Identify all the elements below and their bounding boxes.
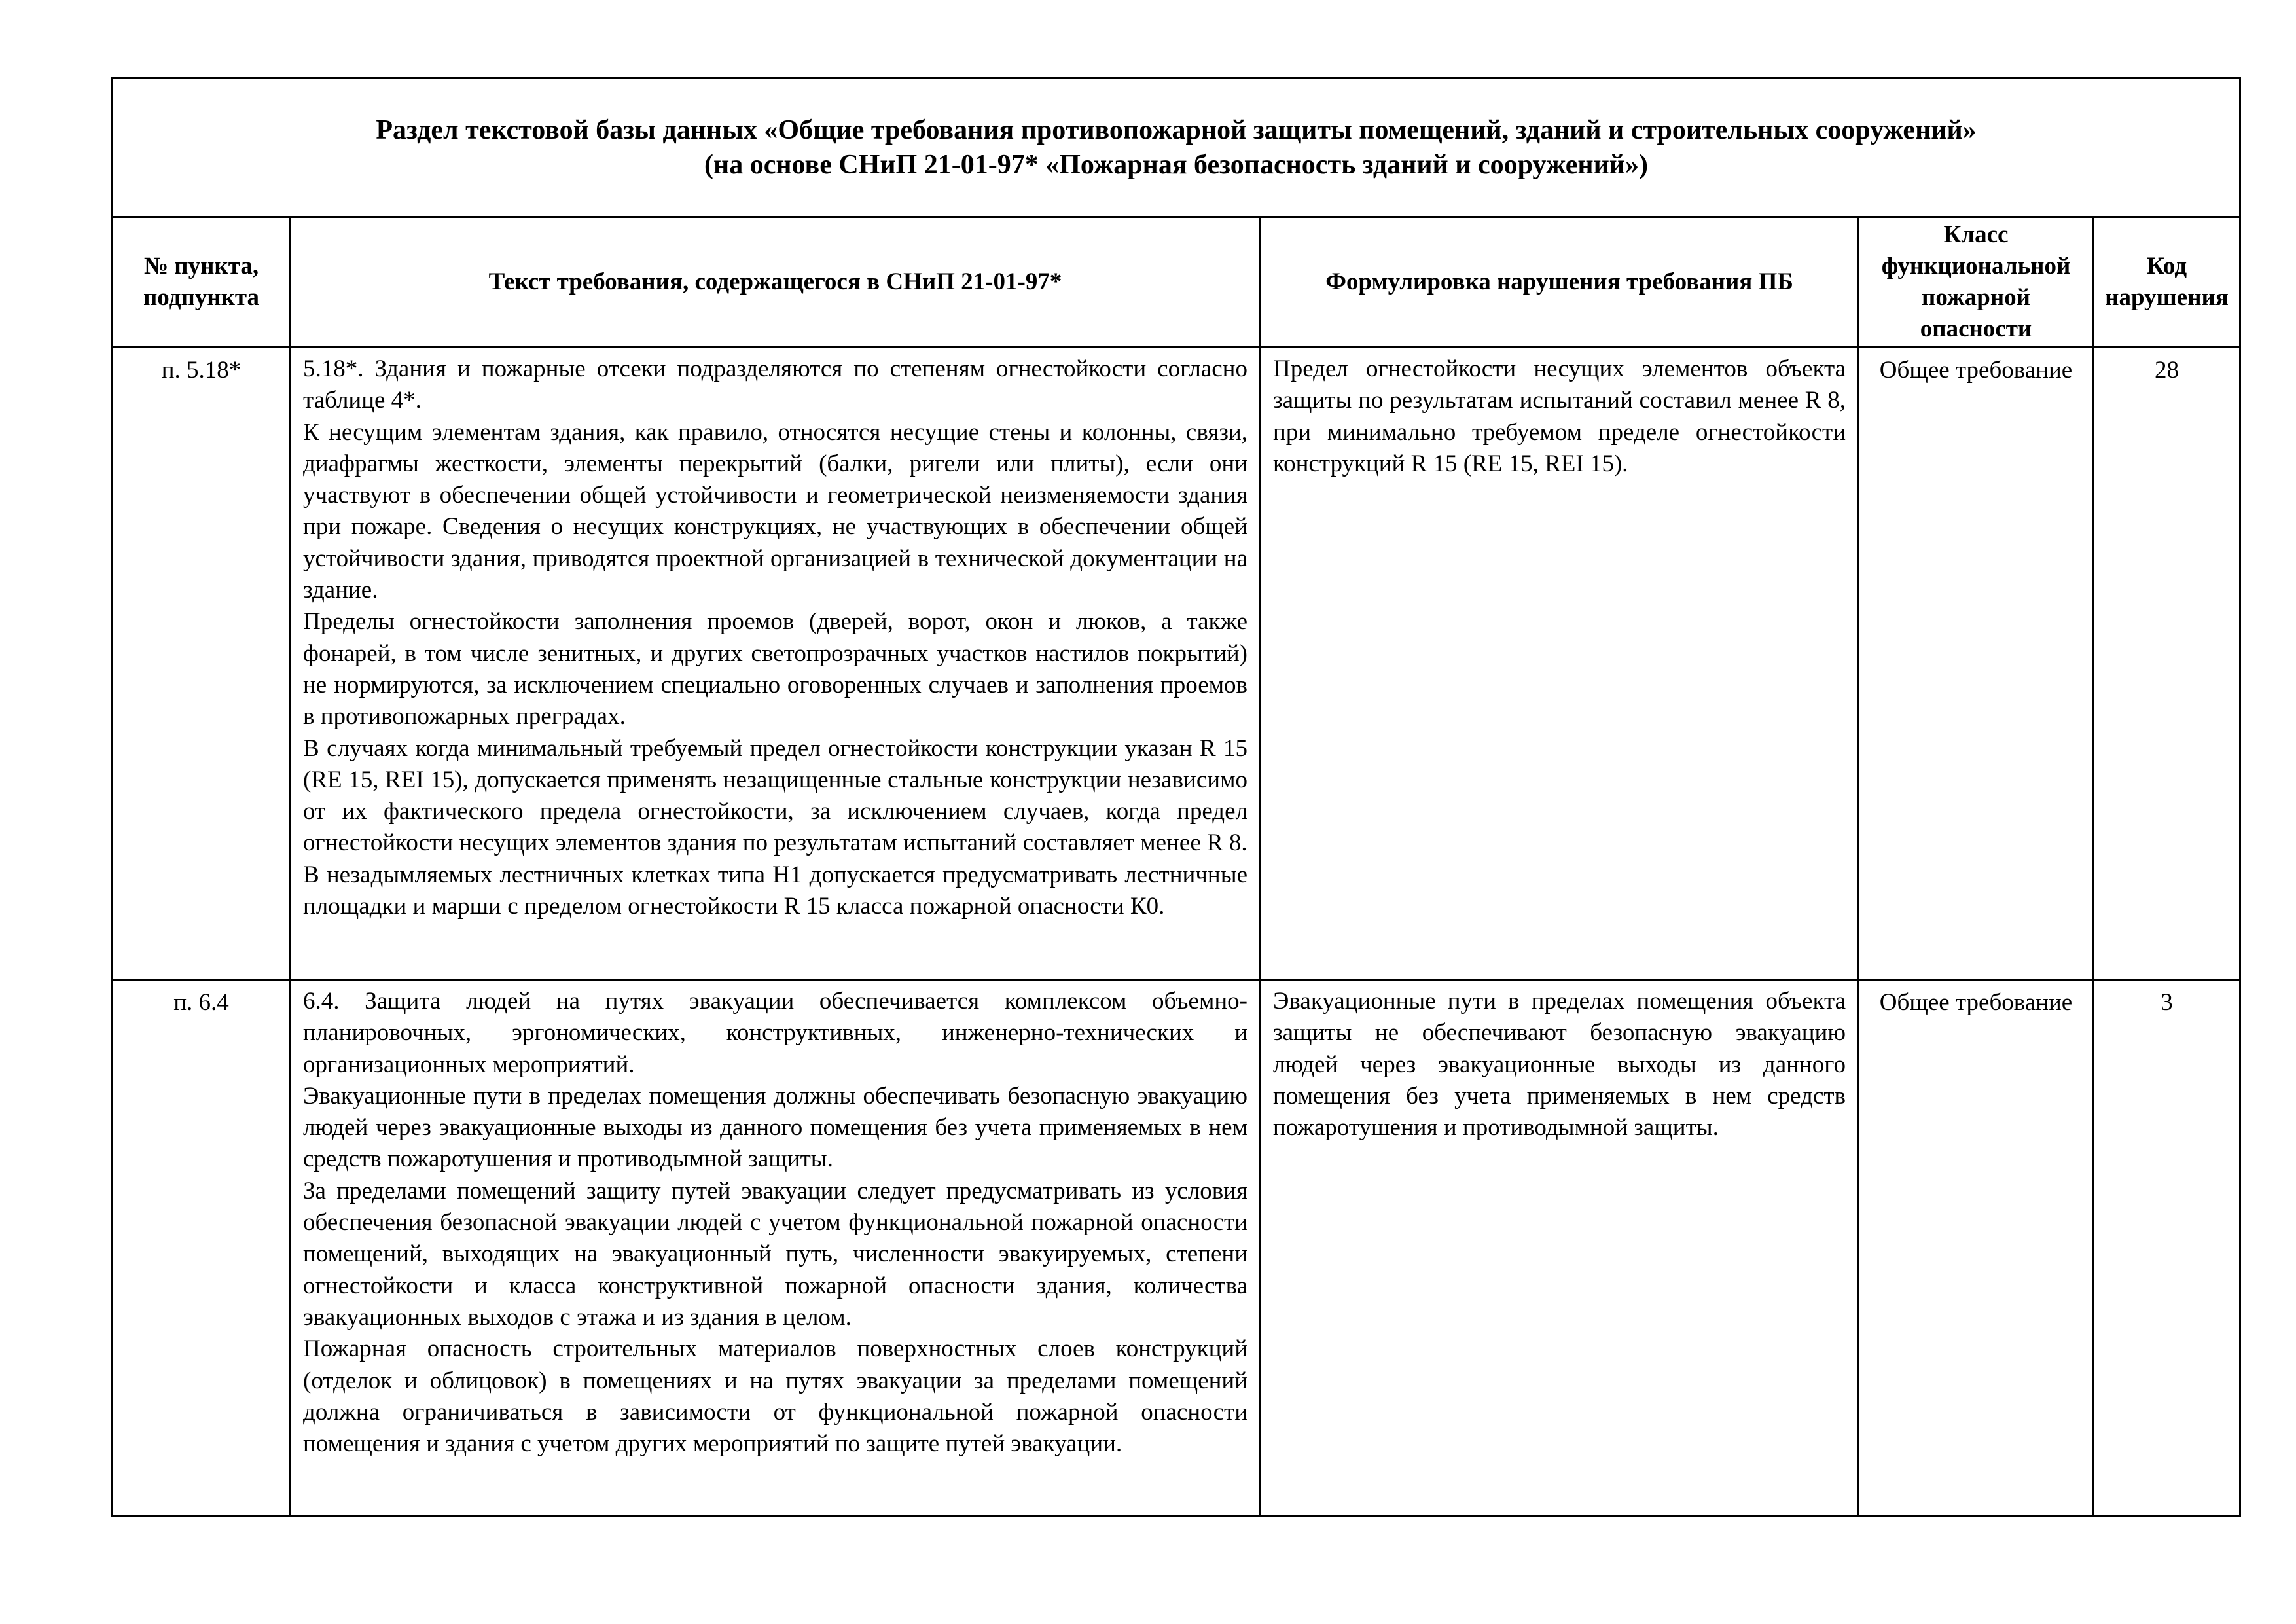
header-class [1859, 217, 2094, 348]
requirement-paragraph: Пожарная опасность строительных материалов поверхностных слоев конструкций (отделок и облицовок) в помещениях и на путях эвакуации за пределами помещений должна ограничиваться в зависимости от функциональной пожарной опасности помещения и здания с учетом других мероприятий по защите путей эвакуации. [303, 1335, 1247, 1458]
header-code-line: Код [2146, 253, 2187, 280]
requirement-paragraph: К несущим элементам здания, как правило, относятся несущие стены и колонны, связи, диафрагмы жесткости, элементы перекрытий (балки, ригели или плиты), если они участвуют в обеспечении общей устойчивости и геометрической неизменяемости здания при пожаре. Сведения о несущих конструкциях, не участвующих в обеспечении общей устойчивости здания, приводятся проектной организацией в технической документации на здание. [303, 418, 1247, 604]
violation-code: 28 [2094, 348, 2240, 980]
requirement-paragraph: Эвакуационные пути в пределах помещения должны обеспечивать безопасную эвакуацию людей через эвакуационные выходы из данного помещения без учета применяемых в нем средств пожаротушения и противодымной защиты. [303, 1082, 1247, 1173]
item-number: п. 5.18* [113, 348, 291, 980]
violation-text: Эвакуационные пути в пределах помещения объекта защиты не обеспечивают безопасную эвакуацию людей через эвакуационные выходы из данного помещения без учета применяемых в нем средств пожаротушения и противодымной защиты. [1261, 980, 1859, 1516]
table-row [113, 980, 2240, 1516]
title-line-1: Раздел текстовой базы данных «Общие требования противопожарной защиты помещений, зданий и строительных сооружений» [376, 115, 1977, 145]
title-row [113, 79, 2240, 217]
requirement-paragraph: В незадымляемых лестничных клетках типа Н1 допускается предусматривать лестничные площадки и марши с пределом огнестойкости R 15 класса пожарной опасности К0. [303, 861, 1247, 920]
requirement-paragraph: Пределы огнестойкости заполнения проемов (дверей, ворот, окон и люков, а также фонарей, в том числе зенитных, и других светопрозрачных участков настилов покрытий) не нормируются, за исключением специально оговоренных случаев и заполнения проемов в противопожарных преградах. [303, 608, 1247, 731]
document-title [113, 79, 2240, 217]
item-number: п. 6.4 [113, 980, 291, 1516]
header-class-line: пожарной [1922, 284, 2030, 311]
class-value: Общее требование [1859, 980, 2094, 1516]
header-item-number [113, 217, 291, 348]
requirements-table [111, 77, 2241, 1517]
header-code [2094, 217, 2240, 348]
requirement-paragraph: За пределами помещений защиту путей эвакуации следует предусматривать из условия обеспечения безопасной эвакуации людей с учетом функциональной пожарной опасности помещений, выходящих на эвакуационный путь, численности эвакуируемых, степени огнестойкости и класса конструктивной пожарной опасности здания, количества эвакуационных выходов с этажа и из здания в целом. [303, 1177, 1247, 1331]
header-class-line: опасности [1920, 316, 2032, 342]
header-class-line: функциональной [1881, 253, 2071, 280]
class-value: Общее требование [1859, 348, 2094, 980]
header-class-line: Класс [1943, 221, 2009, 248]
title-line-2: (на основе СНиП 21-01-97* «Пожарная безопасность зданий и сооружений») [704, 149, 1648, 180]
violation-code: 3 [2094, 980, 2240, 1516]
table-row [113, 348, 2240, 980]
header-item-number-line: № пункта, [143, 253, 259, 280]
header-requirement-text: Текст требования, содержащегося в СНиП 21-01-97* [291, 217, 1261, 348]
header-row [113, 217, 2240, 348]
header-violation: Формулировка нарушения требования ПБ [1261, 217, 1859, 348]
header-item-number-line: подпункта [143, 284, 260, 311]
violation-text: Предел огнестойкости несущих элементов объекта защиты по результатам испытаний составил менее R 8, при минимально требуемом пределе огнестойкости конструкций R 15 (RE 15, REI 15). [1261, 348, 1859, 980]
header-code-line: нарушения [2105, 284, 2229, 311]
requirement-paragraph: 5.18*. Здания и пожарные отсеки подразделяются по степеням огнестойкости согласно таблице 4*. [303, 355, 1247, 414]
requirement-paragraph: В случаях когда минимальный требуемый предел огнестойкости конструкции указан R 15 (RE 15, REI 15), допускается применять незащищенные стальные конструкции независимо от их фактического предела огнестойкости, за исключением случаев, когда предел огнестойкости несущих элементов здания по результатам испытаний составляет менее R 8. [303, 734, 1247, 857]
requirement-text [291, 348, 1261, 980]
requirement-paragraph: 6.4. Защита людей на путях эвакуации обеспечивается комплексом объемно-планировочных, эргономических, конструктивных, инженерно-технических и организационных мероприятий. [303, 988, 1247, 1078]
requirement-text [291, 980, 1261, 1516]
